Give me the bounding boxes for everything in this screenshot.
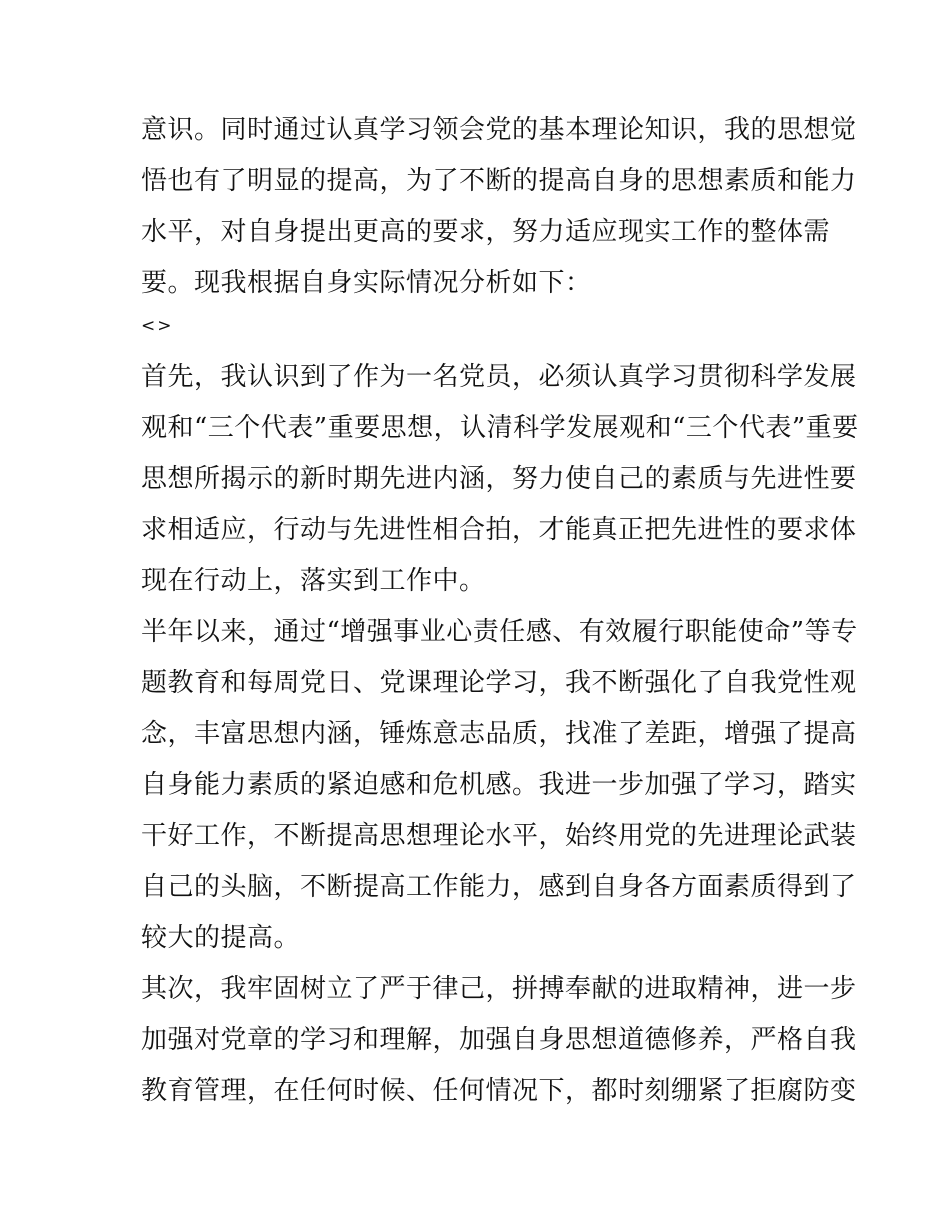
paragraph-1-line-1: 意识。同时通过认真学习领会党的基本理论知识，我的思想觉 <box>141 115 857 145</box>
paragraph-3-line-4: 自身能力素质的紧迫感和危机感。我进一步加强了学习，踏实 <box>141 770 857 800</box>
paragraph-3-line-6: 自己的头脑，不断提高工作能力，感到自身各方面素质得到了 <box>141 872 857 902</box>
paragraph-1-line-4: 要。现我根据自身实际情况分析如下： <box>141 268 592 298</box>
paragraph-3-line-3: 念，丰富思想内涵，锤炼意志品质，找准了差距，增强了提高 <box>141 719 857 749</box>
paragraph-3-line-1: 半年以来，通过“增强事业心责任感、有效履行职能使命”等专 <box>141 617 858 647</box>
paragraph-3-line-7: 较大的提高。 <box>141 923 301 953</box>
placeholder-marker: <> <box>141 316 174 336</box>
paragraph-4-line-3: 教育管理，在任何时候、任何情况下，都时刻绷紧了拒腐防变 <box>141 1076 857 1106</box>
paragraph-1-line-2: 悟也有了明显的提高，为了不断的提高自身的思想素质和能力 <box>141 166 857 196</box>
paragraph-2-line-1: 首先，我认识到了作为一名党员，必须认真学习贯彻科学发展 <box>141 362 857 392</box>
paragraph-3-line-2: 题教育和每周党日、党课理论学习，我不断强化了自我党性观 <box>141 668 857 698</box>
paragraph-4-line-1: 其次，我牢固树立了严于律己，拼搏奉献的进取精神，进一步 <box>141 974 857 1004</box>
paragraph-3-line-5: 干好工作，不断提高思想理论水平，始终用党的先进理论武装 <box>141 821 857 851</box>
paragraph-2-line-4: 求相适应，行动与先进性相合拍，才能真正把先进性的要求体 <box>141 515 857 545</box>
paragraph-2-line-5: 现在行动上，落实到工作中。 <box>141 566 486 596</box>
paragraph-2-line-3: 思想所揭示的新时期先进内涵，努力使自己的素质与先进性要 <box>141 464 857 494</box>
paragraph-4-line-2: 加强对党章的学习和理解，加强自身思想道德修养，严格自我 <box>141 1025 857 1055</box>
paragraph-2-line-2: 观和“三个代表”重要思想，认清科学发展观和“三个代表”重要 <box>141 413 859 443</box>
paragraph-1-line-3: 水平，对自身提出更高的要求，努力适应现实工作的整体需 <box>141 217 831 247</box>
